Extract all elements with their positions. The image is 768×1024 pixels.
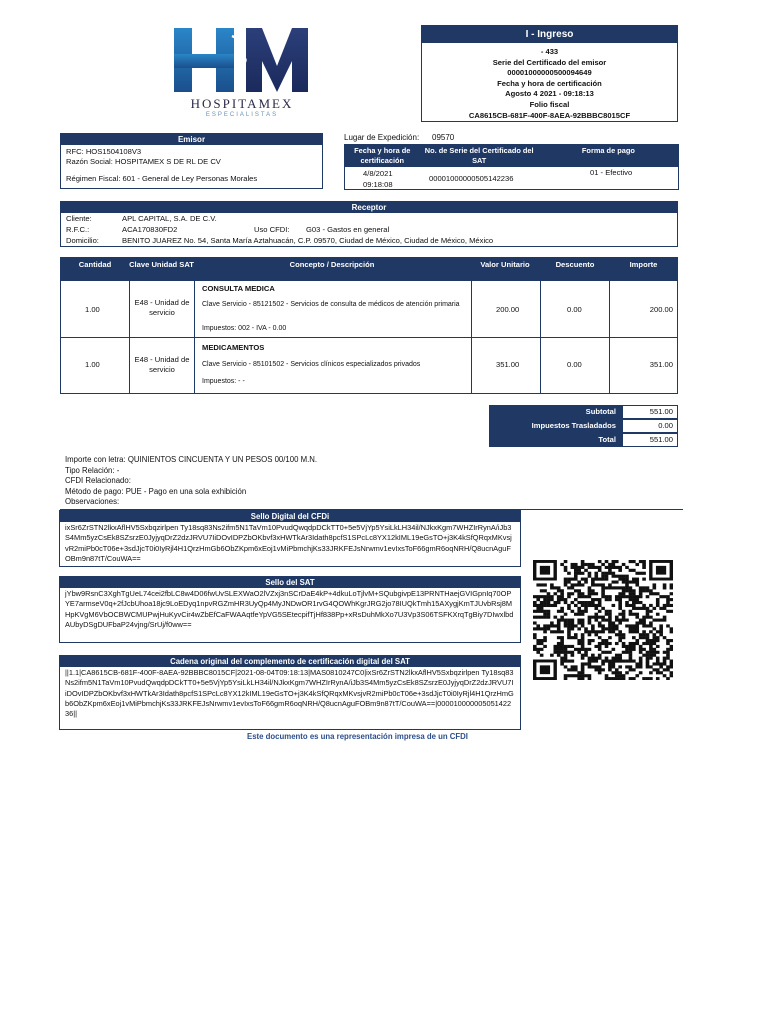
sello-cfdi-box <box>59 510 521 567</box>
cert-header-date: Fecha y hora de certificación <box>354 146 411 165</box>
row-impuestos: Impuestos: - - <box>202 378 245 385</box>
certification-table <box>344 144 679 190</box>
domicilio-value: BENITO JUAREZ No. 54, Santa María Aztahuacán, C.P. 09570, Ciudad de México, Ciudad de México, México <box>122 236 494 245</box>
sello-sat-text: jYbw9RsnC3XghTgUeL74cei2fbLC8w4D06fwUvSLEXWaO2lVZxj3nSCrDaE4kP+4dkuLoTjlvM+SQubgivpE13PRNTHaejGVIGpnIq70OPYE7armseV0q+2fJcbUhoa18jc9LoEDyq1npvRGZmHR3UyQp4MyJNDwOR1rvG4QOWhKgrJRG2jo78IUQkTmh15AXygjKmTJUvbRsj8MHpKVgM6VbOCBWCMUPwjHuKyvCir4wZbEfCaFWAAqtfeYpVG5SEtecpifTjHf838Pp+xRsDuhMkXo7U3Vp3S06TSFKXrqTgBiy7DIwxlbdAUbyDSgDUFbaP24vjng/SrUj/f0ww== <box>65 589 514 629</box>
items-header-cantidad: Cantidad <box>78 260 112 269</box>
emisor-razon-social: Razón Social: HOSPITAMEX S DE RL DE CV <box>66 157 221 166</box>
row-valor: 200.00 <box>496 305 520 314</box>
lugar-label: Lugar de Expedición: <box>344 133 420 142</box>
subtotal-label: Subtotal <box>585 407 616 416</box>
items-header-descuento: Descuento <box>555 260 595 269</box>
observaciones: Observaciones: <box>65 497 120 506</box>
issuer-cert-value: 00001000000500094649 <box>507 68 592 78</box>
domicilio-label: Domicilio: <box>66 236 99 245</box>
row-importe: 200.00 <box>649 305 673 314</box>
row-impuestos: Impuestos: 002 - IVA - 0.00 <box>202 325 287 332</box>
row-cantidad: 1.00 <box>85 305 100 314</box>
metodo-pago: Método de pago: PUE - Pago en una sola exhibición <box>65 486 247 496</box>
rfc-label: R.F.C.: <box>66 225 90 234</box>
receptor-title: Receptor <box>61 202 677 213</box>
emisor-regimen: Régimen Fiscal: 601 - General de Ley Personas Morales <box>66 174 258 183</box>
row-cantidad: 1.00 <box>85 360 100 369</box>
sello-cfdi-title: Sello Digital del CFDi <box>60 511 520 522</box>
cadena-original-box <box>59 655 521 730</box>
items-table <box>60 257 678 394</box>
cert-time: 09:18:08 <box>363 180 393 189</box>
cliente-label: Cliente: <box>66 214 92 223</box>
row-unidad: E48 - Unidad de servicio <box>134 355 190 374</box>
cadena-original-text: ||1.1|CA8615CB-681F-400F-8AEA-92BBBC8015CF|2021-08-04T09:18:13|MAS0810247C0|ixSr6ZrSTN2lkxAflHV5Sxbqzirlpen Ty18sq83Ns2ifm5N1TaVm10PvudQwqdpDCkTT0+5e5VjYp5YsiLkLH34il/NJkxKgm7WHZIrRynA/iJb3S4Mm5yzCsEk8SZsrzE0JyjyqDrZ2dzJRVU7IiDOvIDPZbOKbvf3xHWTkAr3Idath8pcfS1SPcLc8YX12kIML19eGsTO+j3K4kSfQRqxMKvsjvR2miPb0cT06e+3sdJjcT0i0IyRjl4H1QrzHmGb6ObZKpm6xEoj1vMiPbmchjKs33JRKFEJsNrwmv1evIxsToF66gmR6oqNRH/Q8ucnAguFOBm9n87tT/CouWA==|00001000000505142236|| <box>65 668 514 719</box>
cert-datetime-label: Fecha y hora de certificación <box>497 78 602 88</box>
tipo-relacion: Tipo Relación: - <box>65 465 120 475</box>
cadena-original-title: Cadena original del complemento de certificación digital del SAT <box>60 656 520 667</box>
taxes-label: Impuestos Trasladados <box>531 421 616 430</box>
items-header-unidad: Clave Unidad SAT <box>129 260 194 269</box>
uso-cfdi-value: G03 - Gastos en general <box>306 225 390 234</box>
qr-code-icon <box>533 560 673 680</box>
invoice-header-box <box>421 25 678 122</box>
emisor-rfc: RFC: HOS1504108V3 <box>66 147 142 156</box>
row-concepto: MEDICAMENTOS <box>202 343 265 352</box>
sello-sat-title: Sello del SAT <box>60 577 520 588</box>
row-descuento: 0.00 <box>567 360 582 369</box>
cfdi-relacionado: CFDI Relacionado: <box>65 476 131 485</box>
sello-cfdi-text: ixSr6ZrSTN2lkxAflHV5Sxbqzirlpen Ty18sq83Ns2ifm5N1TaVm10PvudQwqdpDCkTT0+5e5VjYp5YsiLkLH34il/NJkxKgm7WHZIrRynA/iJb3S4Mm5yzCsEk8SZsrzE0JyjyqDrZ2dzJRVU7IiDOvIDPZbOKbvf3xHWTkAr3Idath8pcfS1SPcLc8YX12kIML19eGsTO+j3K4kSfQRqxMKvsjvR2miPb0cT06e+3sdJjcT0i0IyRjl4H1QrzHmGb6ObZKpm6xEoj1vMiPbmchjKs33JRKFEJsNrwmv1evIxsToF66gmR6oqNRH/Q8ucnAguFOBm9n87tT/CouWA== <box>65 523 512 563</box>
total-label: Total <box>598 435 616 444</box>
logo-tagline: ESPECIALISTAS <box>205 112 279 118</box>
cert-header-payment: Forma de pago <box>581 146 635 155</box>
row-unidad: E48 - Unidad de servicio <box>134 298 190 317</box>
cliente-value: APL CAPITAL, S.A. DE C.V. <box>122 214 217 223</box>
amount-in-words-block <box>65 455 317 508</box>
subtotal-value: 551.00 <box>622 405 678 419</box>
invoice-type-title: I - Ingreso <box>422 26 677 43</box>
emisor-section <box>60 133 323 189</box>
cert-date: 4/8/2021 <box>363 169 393 178</box>
table-row <box>61 337 677 394</box>
fiscal-folio-label: Folio fiscal <box>529 99 570 109</box>
row-clave: Clave Servicio - 85101502 - Servicios clínicos especializados privados <box>202 361 421 368</box>
taxes-value: 0.00 <box>622 419 678 433</box>
lugar-value: 09570 <box>432 133 455 142</box>
footer-note: Este documento es una representación impresa de un CFDI <box>247 732 468 741</box>
items-header-concepto: Concepto / Descripción <box>289 260 375 269</box>
totals-block <box>489 405 678 447</box>
cert-payment-method: 01 - Efectivo <box>590 168 633 177</box>
fiscal-folio-value: CA8615CB-681F-400F-8AEA-92BBBC8015CF <box>468 110 631 120</box>
row-descuento: 0.00 <box>567 305 582 314</box>
cert-datetime-value: Agosto 4 2021 - 09:18:13 <box>505 89 594 99</box>
cert-header-serie: No. de Serie del Certificado del SAT <box>424 146 534 165</box>
cert-serie: 00001000000505142236 <box>429 174 514 183</box>
row-valor: 351.00 <box>496 360 520 369</box>
uso-cfdi-label: Uso CFDI: <box>254 225 290 234</box>
row-clave: Clave Servicio - 85121502 - Servicios de consulta de médicos de atención primaria <box>202 301 460 308</box>
emisor-title: Emisor <box>61 134 322 145</box>
logo-wordmark: HOSPITAMEX <box>190 96 294 111</box>
table-row <box>61 280 677 337</box>
rfc-value: ACA170830FD2 <box>122 225 178 234</box>
items-header-valor: Valor Unitario <box>480 260 530 269</box>
receptor-section <box>60 201 678 247</box>
row-concepto: CONSULTA MEDICA <box>202 284 275 293</box>
row-importe: 351.00 <box>649 360 673 369</box>
folio-number: - 433 <box>540 47 559 56</box>
items-header-importe: Importe <box>629 260 658 269</box>
invoice-header-lines <box>422 43 677 121</box>
issuer-cert-label: Serie del Certificado del emisor <box>492 57 607 67</box>
sello-sat-box <box>59 576 521 643</box>
total-value: 551.00 <box>622 433 678 447</box>
importe-letra: Importe con letra: QUINIENTOS CINCUENTA Y UN PESOS 00/100 M.N. <box>65 455 318 464</box>
